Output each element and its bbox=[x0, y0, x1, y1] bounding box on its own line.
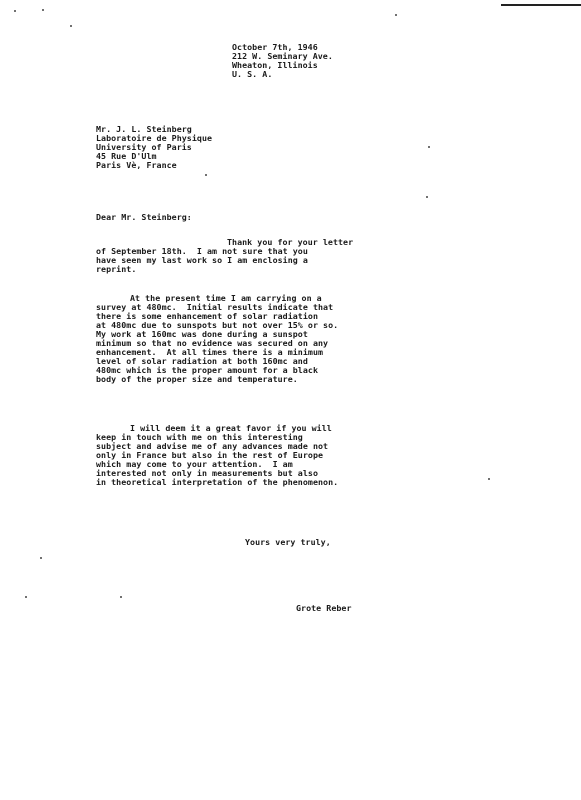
scan-speck bbox=[120, 596, 122, 598]
paragraph-line: body of the proper size and temperature. bbox=[96, 374, 298, 384]
paragraph-line: Thank you for your letter bbox=[227, 237, 354, 247]
scan-speck bbox=[395, 14, 397, 16]
date-line: October 7th, 1946 bbox=[232, 42, 318, 52]
recipient-university: University of Paris bbox=[96, 142, 192, 152]
date-address-block bbox=[232, 43, 333, 79]
paragraph-line: at 480mc due to sunspots but not over 15% or so. bbox=[96, 320, 339, 330]
scan-speck bbox=[40, 557, 42, 559]
paragraph-line: 480mc which is the proper amount for a black bbox=[96, 365, 318, 375]
paragraph-line: minimum so that no evidence was secured on any bbox=[96, 338, 329, 348]
paragraph-line: only in France but also in the rest of Europe bbox=[96, 450, 324, 460]
recipient-name: Mr. J. L. Steinberg bbox=[96, 124, 192, 134]
paragraph-line: survey at 480mc. Initial results indicate that bbox=[96, 302, 334, 312]
recipient-city: Paris Vè, France bbox=[96, 160, 177, 170]
paragraph-line: I will deem it a great favor if you will bbox=[130, 423, 332, 433]
paragraph-line: enhancement. At all times there is a minimum bbox=[96, 347, 324, 357]
street-line: 212 W. Seminary Ave. bbox=[232, 51, 333, 61]
signature: Grote Reber bbox=[296, 603, 352, 613]
paragraph-line: have seen my last work so I am enclosing a bbox=[96, 255, 308, 265]
paragraph-line: At the present time I am carrying on a bbox=[130, 293, 322, 303]
scan-speck bbox=[14, 10, 16, 12]
paragraph-line: subject and advise me of any advances made not bbox=[96, 441, 329, 451]
paragraph-line: level of solar radiation at both 160mc and bbox=[96, 356, 308, 366]
paragraph-3 bbox=[96, 424, 338, 487]
paragraph-line: of September 18th. I am not sure that you bbox=[96, 246, 308, 256]
paragraph-line: which may come to your attention. I am bbox=[96, 459, 293, 469]
paragraph-line: reprint. bbox=[96, 264, 137, 274]
recipient-block bbox=[96, 125, 212, 170]
scan-speck bbox=[426, 196, 428, 198]
paragraph-1 bbox=[96, 238, 353, 274]
paragraph-2 bbox=[96, 294, 338, 384]
scan-speck bbox=[205, 174, 207, 176]
scan-speck bbox=[25, 596, 27, 598]
paragraph-line: My work at 160mc was done during a sunspot bbox=[96, 329, 308, 339]
scan-speck bbox=[42, 9, 44, 11]
paragraph-line: interested not only in measurements but also bbox=[96, 468, 318, 478]
scan-edge-rule bbox=[501, 4, 581, 6]
recipient-lab: Laboratoire de Physique bbox=[96, 133, 213, 143]
country-line: U. S. A. bbox=[232, 69, 273, 79]
scan-speck bbox=[70, 25, 72, 27]
city-line: Wheaton, Illinois bbox=[232, 60, 318, 70]
paragraph-line: keep in touch with me on this interesting bbox=[96, 432, 303, 442]
paragraph-line: in theoretical interpretation of the phenomenon. bbox=[96, 477, 339, 487]
salutation: Dear Mr. Steinberg: bbox=[96, 212, 192, 222]
recipient-street: 45 Rue D'Ulm bbox=[96, 151, 157, 161]
scan-speck bbox=[488, 478, 490, 480]
closing: Yours very truly, bbox=[245, 537, 331, 547]
paragraph-line: there is some enhancement of solar radiation bbox=[96, 311, 318, 321]
scan-speck bbox=[428, 146, 430, 148]
